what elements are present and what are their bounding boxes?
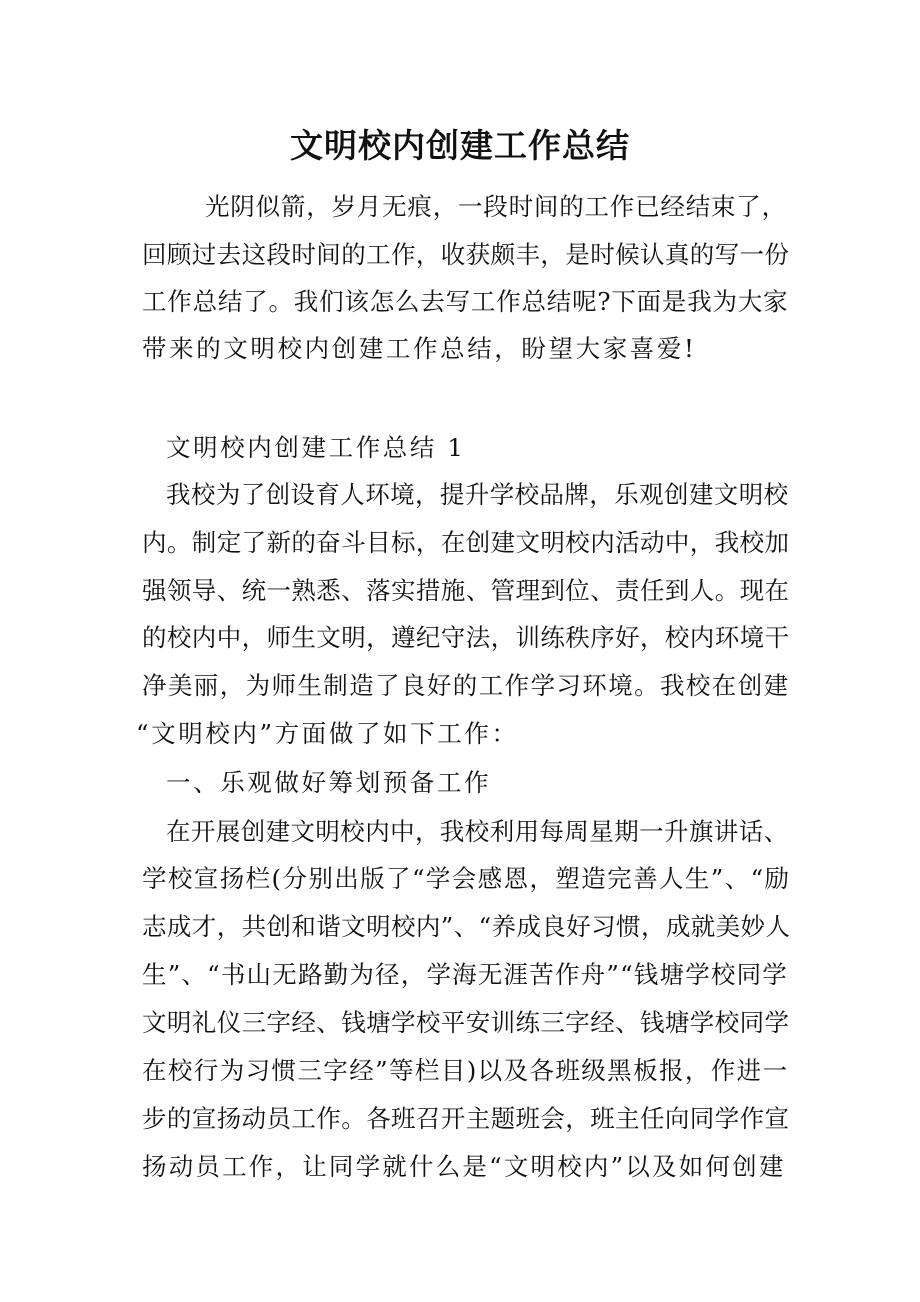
body-line: 在校行为习惯三字经”等栏目)以及各班级黑板报，作进一 [142, 1056, 789, 1085]
body-line: 内。制定了新的奋斗目标，在创建文明校内活动中，我校加 [142, 528, 790, 557]
body-line: 净美丽，为师生制造了良好的工作学习环境。我校在创建 [142, 671, 790, 700]
section-heading: 文明校内创建工作总结 1 [166, 433, 466, 462]
body-line: 学校宣扬栏(分别出版了“学会感恩，塑造完善人生”、“励 [142, 864, 791, 893]
body-line: 步的宣扬动员工作。各班召开主题班会，班主任向同学作宣 [142, 1104, 790, 1133]
body-line: 的校内中，师生文明，遵纪守法，训练秩序好，校内环境干 [142, 623, 790, 652]
intro-line: 工作总结了。我们该怎么去写工作总结呢?下面是我为大家 [142, 287, 789, 316]
body-line: 强领导、统一熟悉、落实措施、管理到位、责任到人。现在 [142, 576, 790, 605]
body-line: 志成才，共创和谐文明校内”、“养成良好习惯，成就美妙人 [142, 912, 791, 941]
intro-line: 带来的文明校内创建工作总结，盼望大家喜爱! [142, 334, 697, 363]
body-line: 扬动员工作，让同学就什么是“文明校内”以及如何创建 [142, 1152, 786, 1181]
subsection-heading: 一、乐观做好筹划预备工作 [166, 768, 492, 797]
intro-line: 回顾过去这段时间的工作，收获颇丰，是时候认真的写一份 [142, 240, 790, 269]
body-line: 在开展创建文明校内中，我校利用每周星期一升旗讲话、 [166, 817, 789, 846]
document-title: 文明校内创建工作总结 [290, 126, 630, 165]
body-line: “文明校内”方面做了如下工作： [136, 719, 519, 748]
body-line: 我校为了创设育人环境，提升学校品牌，乐观创建文明校 [166, 480, 789, 509]
body-line: 文明礼仪三字经、钱塘学校平安训练三字经、钱塘学校同学 [142, 1008, 790, 1037]
body-line: 生”、“书山无路勤为径，学海无涯苦作舟”“钱塘学校同学 [142, 960, 788, 989]
intro-line: 光阴似箭，岁月无痕，一段时间的工作已经结束了， [205, 192, 787, 221]
